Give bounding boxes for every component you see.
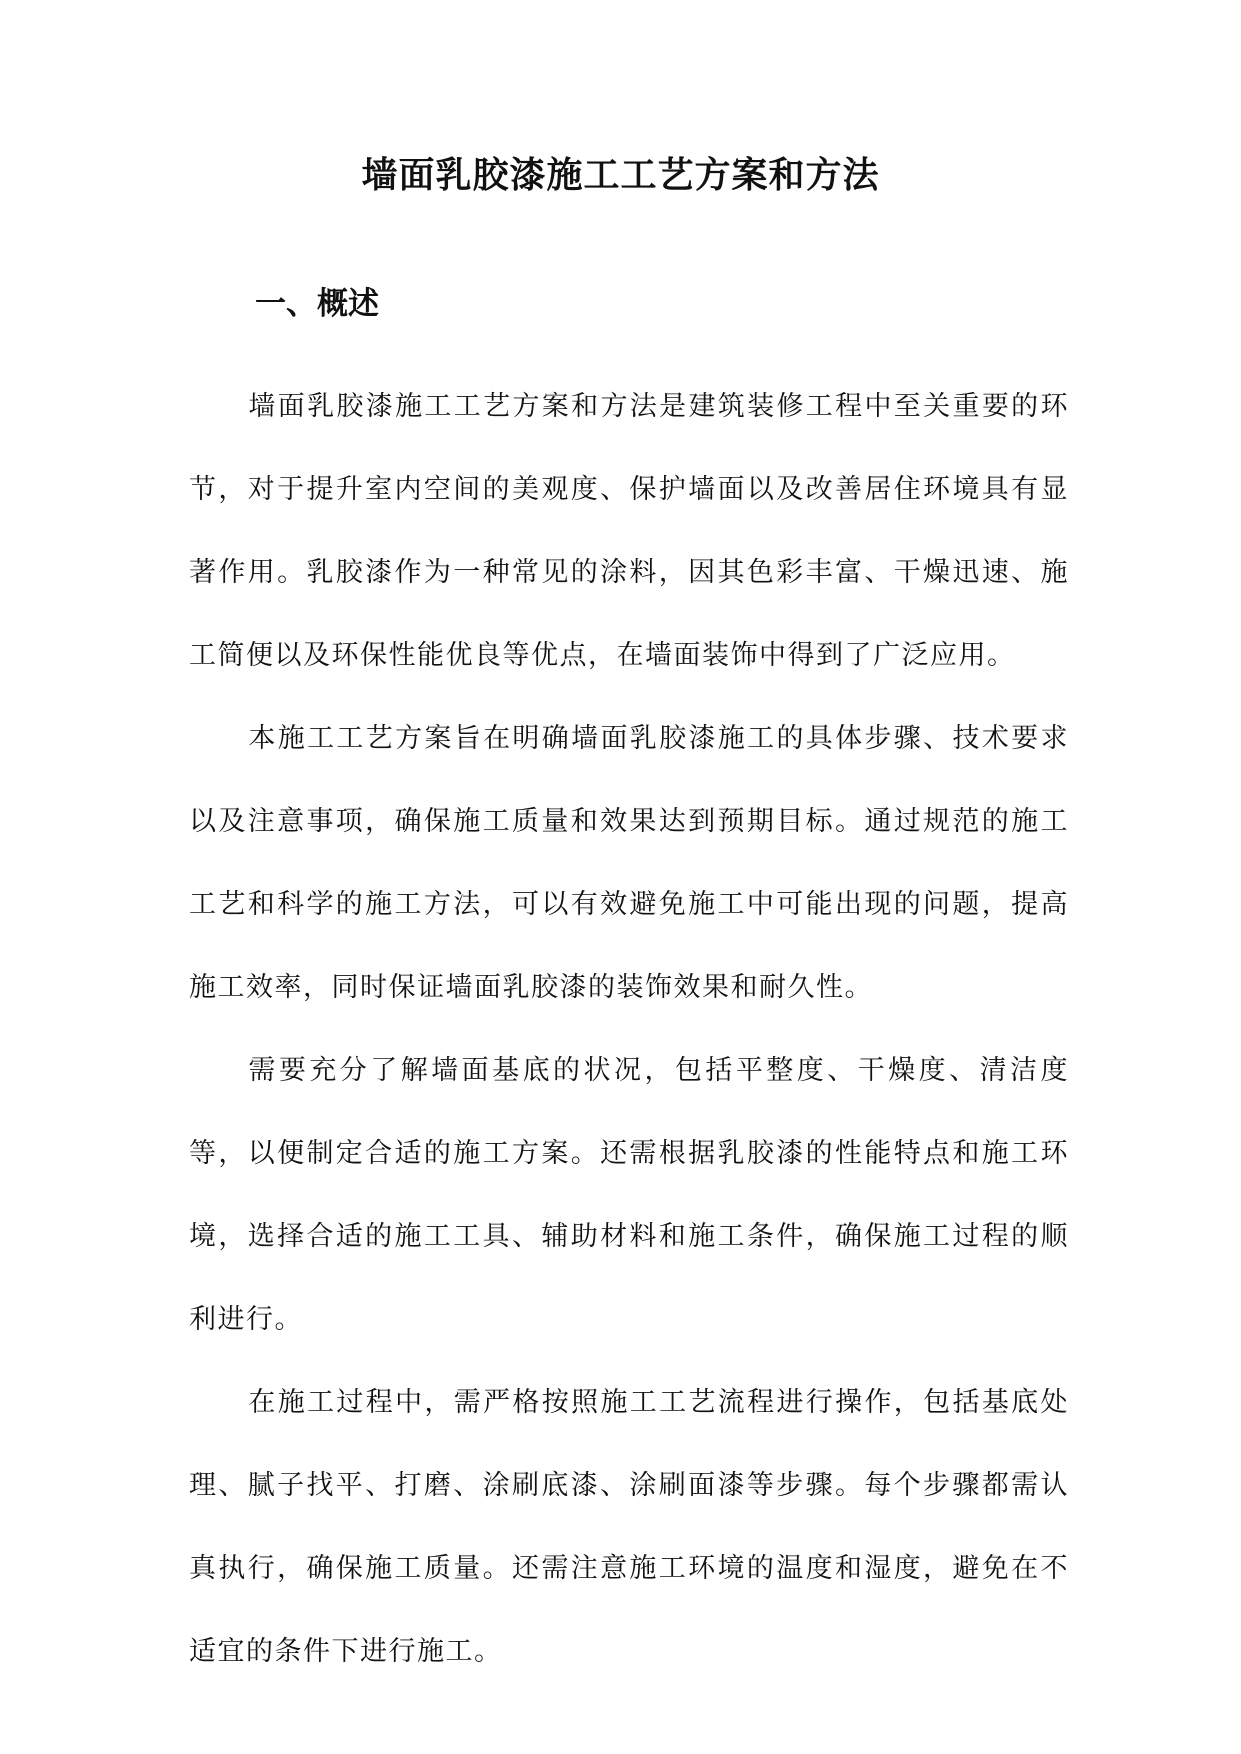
paragraph: 墙面乳胶漆施工工艺方案和方法是建筑装修工程中至关重要的环节，对于提升室内空间的美观度、保护墙面以及改善居住环境具有显著作用。乳胶漆作为一种常见的涂料，因其色彩丰富、干燥迅速、施工简便以及环保性能优良等优点，在墙面装饰中得到了广泛应用。 [189,391,1069,671]
section-heading-overview: 一、概述 [255,286,379,322]
document-title: 墙面乳胶漆施工工艺方案和方法 [361,154,880,196]
paragraph: 需要充分了解墙面基底的状况，包括平整度、干燥度、清洁度等，以便制定合适的施工方案。还需根据乳胶漆的性能特点和施工环境，选择合适的施工工具、辅助材料和施工条件，确保施工过程的顺利进行。 [189,1055,1069,1335]
section-body [189,365,1069,1693]
paragraph: 本施工工艺方案旨在明确墙面乳胶漆施工的具体步骤、技术要求以及注意事项，确保施工质量和效果达到预期目标。通过规范的施工工艺和科学的施工方法，可以有效避免施工中可能出现的问题，提高施工效率，同时保证墙面乳胶漆的装饰效果和耐久性。 [189,723,1069,1003]
paragraph: 在施工过程中，需严格按照施工工艺流程进行操作，包括基底处理、腻子找平、打磨、涂刷底漆、涂刷面漆等步骤。每个步骤都需认真执行，确保施工质量。还需注意施工环境的温度和湿度，避免在不适宜的条件下进行施工。 [189,1387,1069,1667]
